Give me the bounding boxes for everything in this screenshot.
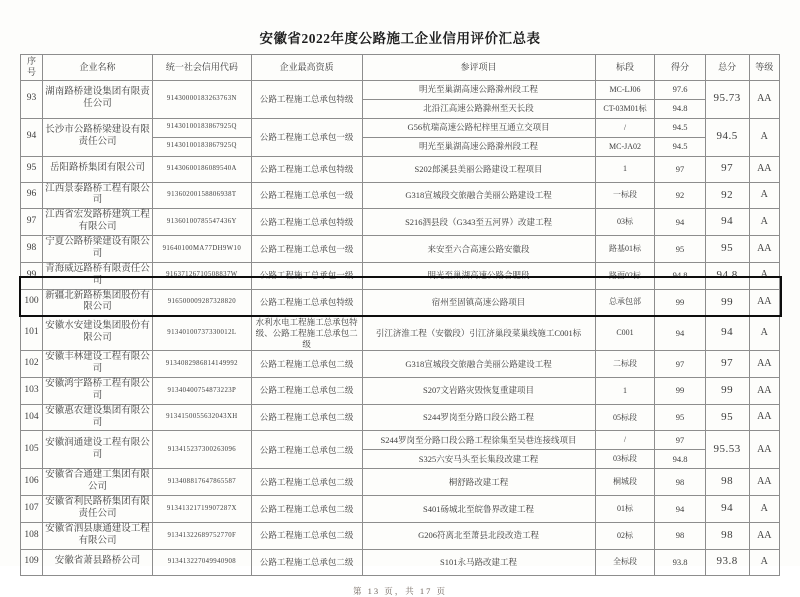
cell-grade: AA	[749, 404, 779, 431]
cell-grade: AA	[749, 522, 779, 549]
cell-project: G56杭瑞高速公路杞梓里互通立交项目	[362, 118, 595, 137]
cell-score: 97	[655, 156, 705, 182]
table-row	[21, 522, 780, 549]
cell-credit-code: 9134082986814149992	[153, 351, 252, 378]
cell-company-name: 安徽丰林建设工程有限公司	[43, 351, 153, 378]
cell-score: 98	[655, 522, 705, 549]
cell-section: 一标段	[595, 182, 655, 209]
table-row	[21, 236, 780, 263]
cell-credit-code: 913408817647865587	[153, 469, 252, 496]
cell-score: 92	[655, 182, 705, 209]
cell-project: 北沿江高速公路滁州至天长段	[362, 99, 595, 118]
cell-score: 94.8	[655, 450, 705, 469]
table-row	[21, 549, 780, 575]
cell-section: /	[595, 431, 655, 450]
cell-score: 97.6	[655, 80, 705, 99]
cell-company-name: 安徽省萧县路桥公司	[43, 549, 153, 575]
cell-project: S101永马路改建工程	[362, 549, 595, 575]
cell-section: 桐城段	[595, 469, 655, 496]
cell-total: 97	[705, 156, 749, 182]
cell-score: 94.5	[655, 137, 705, 156]
cell-project: S216泗县段（G343至五河界）改建工程	[362, 209, 595, 236]
cell-score: 94	[655, 496, 705, 523]
cell-section: CT-03M01标	[595, 99, 655, 118]
table-row	[21, 316, 780, 351]
cell-company-name: 宁夏公路桥梁建设有限公司	[43, 236, 153, 263]
cell-serial: 97	[21, 209, 43, 236]
cell-score: 94	[655, 209, 705, 236]
cell-project: 引江济淮工程（安徽段）引江济巢段菜巢线施工C001标	[362, 316, 595, 351]
cell-serial: 95	[21, 156, 43, 182]
cell-total: 94	[705, 496, 749, 523]
cell-total: 99	[705, 377, 749, 404]
table-row	[21, 496, 780, 523]
cell-qualification: 公路工程施工总承包二级	[251, 431, 362, 469]
cell-company-name: 新疆北新路桥集团股份有限公司	[43, 289, 153, 316]
table-row	[21, 118, 780, 137]
cell-company-name: 湖南路桥建设集团有限责任公司	[43, 80, 153, 118]
cell-qualification: 公路工程施工总承包二级	[251, 549, 362, 575]
cell-company-name: 安徽省合通建工集团有限公司	[43, 469, 153, 496]
column-header: 企业名称	[43, 55, 153, 81]
column-header: 统一社会信用代码	[153, 55, 252, 81]
cell-serial: 96	[21, 182, 43, 209]
column-header: 等级	[749, 55, 779, 81]
cell-qualification: 公路工程施工总承包二级	[251, 469, 362, 496]
cell-serial: 102	[21, 351, 43, 378]
cell-company-name: 江西景泰路桥工程有限公司	[43, 182, 153, 209]
cell-qualification: 公路工程施工总承包一级	[251, 182, 362, 209]
cell-company-name: 青海威远路桥有限责任公司	[43, 262, 153, 289]
cell-score: 94.5	[655, 118, 705, 137]
cell-score: 95	[655, 236, 705, 263]
cell-qualification: 公路工程施工总承包特级	[251, 209, 362, 236]
cell-section: 全标段	[595, 549, 655, 575]
cell-grade: A	[749, 262, 779, 289]
cell-project: S244罗岗至分路口段公路工程徐集至吴巷连接线项目	[362, 431, 595, 450]
cell-project: G318宣城段交旅融合美丽公路建设工程	[362, 351, 595, 378]
cell-section: 01标	[595, 496, 655, 523]
cell-section: 1	[595, 156, 655, 182]
cell-section: MC-JA02	[595, 137, 655, 156]
cell-grade: AA	[749, 80, 779, 118]
cell-company-name: 安徽润通建设工程有限公司	[43, 431, 153, 469]
cell-project: S202郎溪县美丽公路建设工程项目	[362, 156, 595, 182]
table-row	[21, 182, 780, 209]
page-number: 第 13 页，共 17 页	[352, 585, 447, 596]
cell-credit-code: 91360200158806938T	[153, 182, 252, 209]
cell-section: 1	[595, 377, 655, 404]
cell-serial: 107	[21, 496, 43, 523]
cell-company-name: 安徽省利民路桥集团有限责任公司	[43, 496, 153, 523]
cell-credit-code: 91640100MA77DH9W10	[153, 236, 252, 263]
cell-project: 桐舒路改建工程	[362, 469, 595, 496]
cell-section: /	[595, 118, 655, 137]
cell-qualification: 公路工程施工总承包二级	[251, 351, 362, 378]
cell-total: 99	[705, 289, 749, 316]
cell-grade: AA	[749, 377, 779, 404]
cell-section: 03标	[595, 209, 655, 236]
table-header	[21, 55, 780, 81]
cell-company-name: 长沙市公路桥梁建设有限责任公司	[43, 118, 153, 156]
cell-project: S325六安马头至长集段改建工程	[362, 450, 595, 469]
cell-company-name: 安徽惠农建设集团有限公司	[43, 404, 153, 431]
cell-grade: A	[749, 182, 779, 209]
cell-qualification: 水利水电工程施工总承包特级、公路工程施工总承包二级	[251, 316, 362, 351]
cell-serial: 94	[21, 118, 43, 156]
cell-project: 明光至巢湖高速公路合肥段	[362, 262, 595, 289]
cell-company-name: 安徽鸿宇路桥工程有限公司	[43, 377, 153, 404]
cell-project: 来安至六合高速公路安徽段	[362, 236, 595, 263]
table-row	[21, 431, 780, 450]
cell-total: 95	[705, 404, 749, 431]
cell-credit-code: 91430100183867925Q	[153, 137, 252, 156]
cell-project: G318宣城段交旅融合美丽公路建设工程	[362, 182, 595, 209]
cell-credit-code: 91340400754873223P	[153, 377, 252, 404]
cell-qualification: 公路工程施工总承包二级	[251, 404, 362, 431]
cell-qualification: 公路工程施工总承包二级	[251, 377, 362, 404]
cell-qualification: 公路工程施工总承包一级	[251, 118, 362, 156]
cell-serial: 108	[21, 522, 43, 549]
cell-section: 05标段	[595, 404, 655, 431]
cell-serial: 93	[21, 80, 43, 118]
cell-serial: 104	[21, 404, 43, 431]
cell-company-name: 安徽省泗县康通建设工程有限公司	[43, 522, 153, 549]
cell-section: 二标段	[595, 351, 655, 378]
cell-credit-code: 91430600186089540A	[153, 156, 252, 182]
table-row	[21, 351, 780, 378]
cell-total: 98	[705, 469, 749, 496]
cell-credit-code: 913413227049940908	[153, 549, 252, 575]
cell-credit-code: 9134150055632043XH	[153, 404, 252, 431]
cell-qualification: 公路工程施工总承包二级	[251, 522, 362, 549]
cell-project: G206符离北至萧县北段改造工程	[362, 522, 595, 549]
cell-project: 宿州至固镇高速公路项目	[362, 289, 595, 316]
cell-total: 94.5	[705, 118, 749, 156]
cell-credit-code: 913415237300263096	[153, 431, 252, 469]
cell-serial: 109	[21, 549, 43, 575]
cell-score: 94.8	[655, 262, 705, 289]
cell-credit-code: 91340100737330012L	[153, 316, 252, 351]
cell-grade: A	[749, 118, 779, 156]
cell-total: 93.8	[705, 549, 749, 575]
cell-score: 98	[655, 469, 705, 496]
cell-grade: AA	[749, 156, 779, 182]
cell-company-name: 江西省宏发路桥建筑工程有限公司	[43, 209, 153, 236]
column-header: 总分	[705, 55, 749, 81]
cell-credit-code: 91341322689752770F	[153, 522, 252, 549]
cell-serial: 98	[21, 236, 43, 263]
column-header: 得分	[655, 55, 705, 81]
cell-score: 97	[655, 351, 705, 378]
cell-credit-code: 91430100183867925Q	[153, 118, 252, 137]
cell-section: 02标	[595, 522, 655, 549]
cell-company-name: 岳阳路桥集团有限公司	[43, 156, 153, 182]
cell-total: 97	[705, 351, 749, 378]
cell-score: 94.8	[655, 99, 705, 118]
cell-credit-code: 91637126710508837W	[153, 262, 252, 289]
table-row	[21, 262, 780, 289]
page-title: 安徽省2022年度公路施工企业信用评价汇总表	[259, 31, 541, 46]
cell-grade: A	[749, 209, 779, 236]
cell-serial: 99	[21, 262, 43, 289]
cell-score: 97	[655, 431, 705, 450]
column-header: 标段	[595, 55, 655, 81]
cell-qualification: 公路工程施工总承包一级	[251, 236, 362, 263]
cell-qualification: 公路工程施工总承包特级	[251, 289, 362, 316]
cell-score: 93.8	[655, 549, 705, 575]
cell-section: 总承包部	[595, 289, 655, 316]
table-row	[21, 156, 780, 182]
cell-grade: A	[749, 496, 779, 523]
table-row	[21, 209, 780, 236]
table-row	[21, 377, 780, 404]
cell-serial: 100	[21, 289, 43, 316]
table-row	[21, 404, 780, 431]
cell-total: 95	[705, 236, 749, 263]
credit-evaluation-table	[20, 54, 780, 576]
cell-project: S207文岩路灾毁恢复重建项目	[362, 377, 595, 404]
cell-project: 明光至巢湖高速公路滁州段工程	[362, 137, 595, 156]
column-header: 企业最高资质	[251, 55, 362, 81]
cell-credit-code: 91360100785547436Y	[153, 209, 252, 236]
cell-section: 路面02标	[595, 262, 655, 289]
cell-total: 92	[705, 182, 749, 209]
cell-project: S401砀城北至皖鲁界改建工程	[362, 496, 595, 523]
cell-credit-code: 916500009287328820	[153, 289, 252, 316]
cell-total: 98	[705, 522, 749, 549]
cell-qualification: 公路工程施工总承包特级	[251, 156, 362, 182]
cell-project: 明光至巢湖高速公路滁州段工程	[362, 80, 595, 99]
cell-grade: AA	[749, 236, 779, 263]
cell-grade: AA	[749, 431, 779, 469]
cell-qualification: 公路工程施工总承包二级	[251, 496, 362, 523]
cell-grade: A	[749, 316, 779, 351]
table-row	[21, 289, 780, 316]
cell-grade: AA	[749, 289, 779, 316]
table-row	[21, 469, 780, 496]
cell-serial: 101	[21, 316, 43, 351]
cell-total: 95.53	[705, 431, 749, 469]
cell-score: 94	[655, 316, 705, 351]
cell-section: C001	[595, 316, 655, 351]
cell-company-name: 安徽水安建设集团股份有限公司	[43, 316, 153, 351]
cell-qualification: 公路工程施工总承包特级	[251, 80, 362, 118]
cell-score: 99	[655, 377, 705, 404]
cell-total: 95.73	[705, 80, 749, 118]
table-row	[21, 80, 780, 99]
cell-total: 94.8	[705, 262, 749, 289]
cell-serial: 106	[21, 469, 43, 496]
cell-score: 95	[655, 404, 705, 431]
column-header: 参评项目	[362, 55, 595, 81]
cell-section: 路基01标	[595, 236, 655, 263]
cell-score: 99	[655, 289, 705, 316]
cell-total: 94	[705, 316, 749, 351]
cell-grade: AA	[749, 469, 779, 496]
column-header: 序号	[21, 55, 43, 81]
cell-serial: 105	[21, 431, 43, 469]
cell-credit-code: 91430000183263763N	[153, 80, 252, 118]
cell-serial: 103	[21, 377, 43, 404]
cell-grade: AA	[749, 351, 779, 378]
header-row	[21, 55, 780, 81]
cell-section: 03标段	[595, 450, 655, 469]
cell-project: S244罗岗至分路口段公路工程	[362, 404, 595, 431]
cell-credit-code: 91341321719907287X	[153, 496, 252, 523]
cell-grade: A	[749, 549, 779, 575]
cell-total: 94	[705, 209, 749, 236]
cell-section: MC-LJ06	[595, 80, 655, 99]
cell-qualification: 公路工程施工总承包一级	[251, 262, 362, 289]
